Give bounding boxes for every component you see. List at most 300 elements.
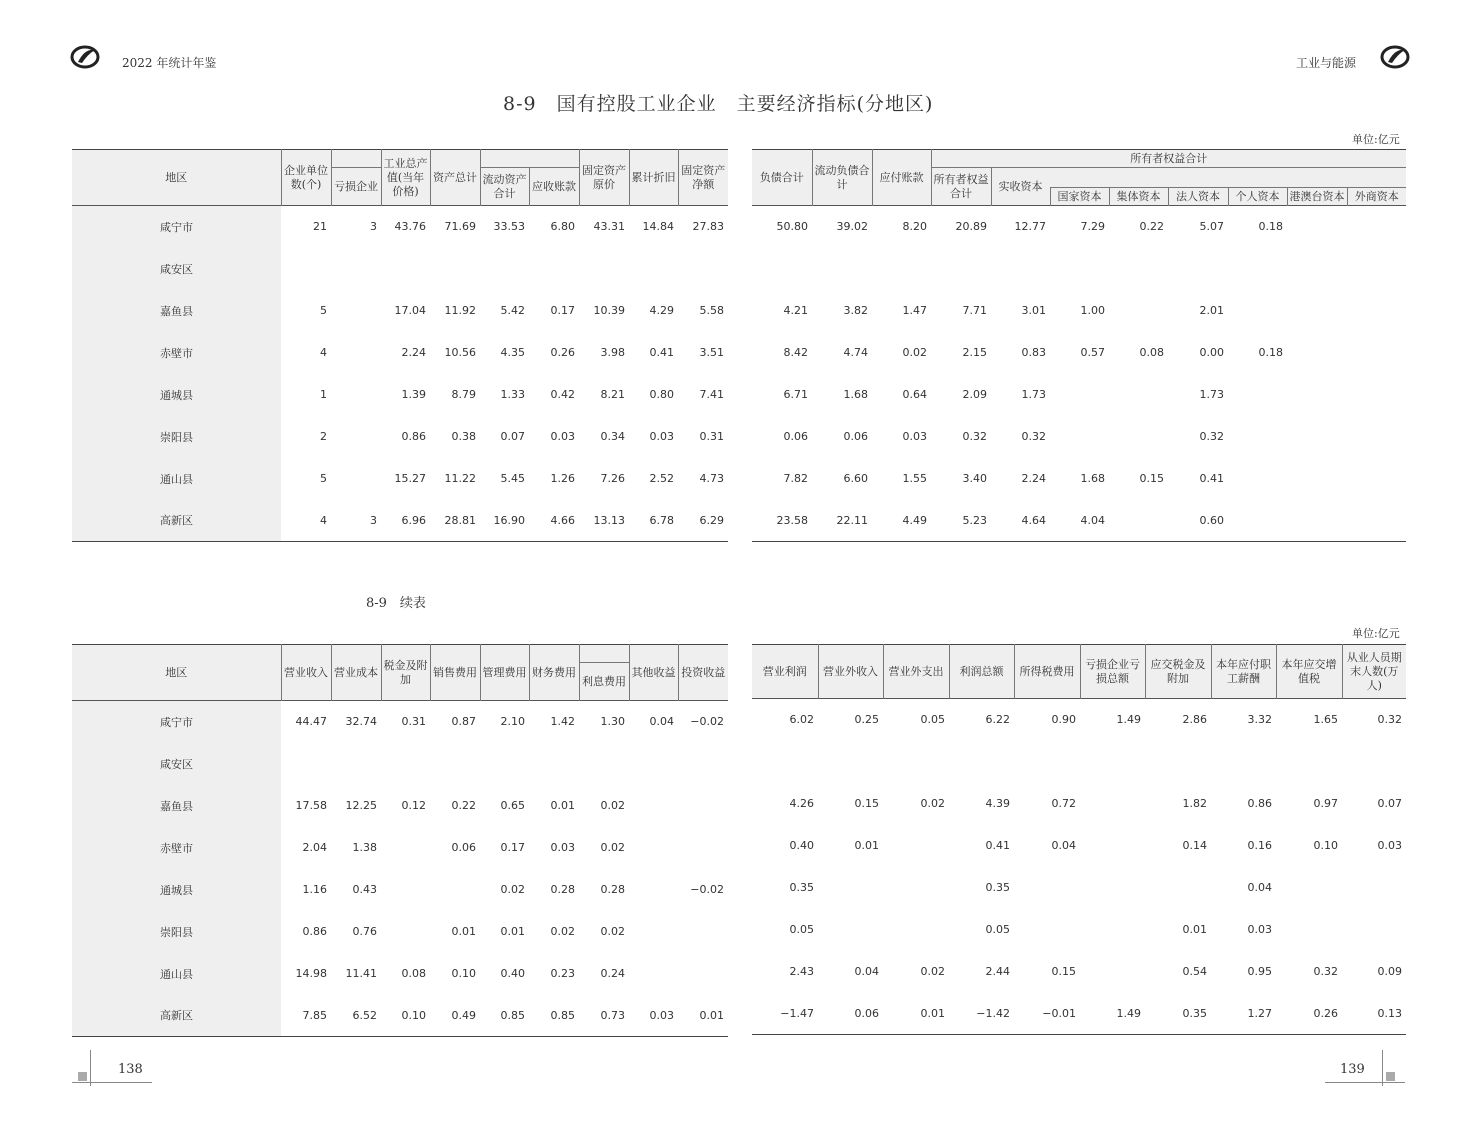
data-cell	[529, 743, 579, 785]
data-cell	[1287, 248, 1347, 290]
data-cell	[883, 909, 949, 951]
data-cell: 0.73	[600, 1008, 625, 1022]
data-cell	[1228, 290, 1287, 332]
region-name: 高新区	[72, 995, 281, 1037]
table-row	[752, 332, 1406, 374]
data-cell: 0.35	[789, 881, 814, 894]
region-name: 通城县	[72, 374, 281, 416]
header-yearbook-title: 2022 年统计年鉴	[122, 56, 217, 70]
data-cell	[430, 869, 480, 911]
data-cell: 3.40	[962, 472, 987, 485]
data-cell: 2.15	[962, 346, 987, 359]
data-cell: 8.79	[451, 388, 476, 401]
data-cell: 0.12	[401, 799, 426, 812]
data-cell: 28.81	[444, 513, 476, 527]
data-cell: 0.03	[550, 430, 575, 443]
col-mgmt: 管理费用	[480, 645, 529, 701]
data-cell: 39.02	[836, 220, 868, 234]
data-cell: 17.04	[394, 304, 426, 317]
data-cell	[381, 911, 430, 953]
data-cell: 0.26	[1313, 1006, 1338, 1020]
data-cell	[529, 248, 579, 290]
data-cell: 0.86	[401, 430, 426, 443]
data-cell: 0.32	[1313, 965, 1338, 978]
data-cell: 0.01	[699, 1008, 724, 1022]
data-cell: 0.10	[451, 967, 476, 980]
col-region: 地区	[165, 170, 188, 184]
data-cell: 0.08	[1139, 346, 1164, 359]
data-cell	[1347, 458, 1406, 500]
data-cell	[1276, 741, 1342, 783]
table-row	[72, 206, 728, 248]
data-cell	[381, 869, 430, 911]
col-equity: 所有者权益合计	[931, 168, 991, 206]
col-current: 流动资产合计	[480, 168, 529, 206]
data-cell	[1080, 951, 1145, 993]
col-paid-in: 实收资本	[991, 168, 1050, 206]
table-row	[72, 995, 728, 1037]
data-cell: 1.47	[902, 304, 927, 317]
data-cell: 33.53	[493, 220, 525, 234]
data-cell: 5.07	[1199, 220, 1224, 234]
data-cell	[1168, 248, 1228, 290]
data-cell: 0.80	[649, 388, 674, 401]
data-cell: 5.58	[699, 304, 724, 317]
data-cell: 4	[320, 513, 327, 527]
table-cont-right	[752, 644, 1406, 1035]
data-cell: 1.39	[401, 388, 426, 401]
table-row	[72, 416, 728, 458]
data-cell	[629, 911, 678, 953]
data-cell: 1.33	[500, 388, 525, 401]
data-cell	[949, 741, 1014, 783]
data-cell: 1.68	[843, 388, 868, 401]
data-cell: 4	[320, 346, 327, 359]
data-cell: 1.68	[1080, 472, 1105, 485]
col-legal: 法人资本	[1168, 188, 1228, 206]
data-cell: 0.87	[451, 715, 476, 729]
region-name: 通山县	[72, 953, 281, 995]
data-cell: 0.23	[550, 967, 575, 980]
data-cell: 0.01	[854, 839, 879, 852]
data-cell	[1342, 867, 1406, 909]
data-cell: 2.43	[789, 965, 814, 978]
data-cell: 0.06	[451, 841, 476, 854]
data-cell	[331, 374, 381, 416]
data-cell	[1228, 248, 1287, 290]
data-cell: 2.09	[962, 388, 987, 401]
col-loss-total: 亏损企业亏损总额	[1080, 645, 1145, 699]
data-cell: 0.22	[1139, 220, 1164, 234]
data-cell: 0.09	[1377, 965, 1402, 978]
data-cell: 0.85	[550, 1008, 575, 1022]
data-cell	[1211, 741, 1276, 783]
data-cell: 4.26	[789, 797, 814, 810]
data-cell: 0.10	[401, 1008, 426, 1022]
data-cell: 0.04	[854, 965, 879, 978]
data-cell: 0.40	[500, 967, 525, 980]
data-cell: 0.03	[1247, 923, 1272, 936]
col-liabilities: 负债合计	[759, 170, 804, 184]
data-cell: 0.24	[600, 967, 625, 980]
data-cell: 0.03	[902, 430, 927, 443]
data-cell: 2.04	[302, 841, 327, 854]
region-name: 咸宁市	[72, 206, 281, 248]
data-cell: 0.03	[649, 430, 674, 443]
col-wages: 本年应付职工薪酬	[1211, 645, 1276, 699]
data-cell	[629, 785, 678, 827]
col-payable: 应付账款	[872, 150, 931, 206]
table-row	[752, 867, 1406, 909]
table-main-left	[72, 149, 728, 542]
data-cell: 0.05	[985, 923, 1010, 936]
data-cell	[1287, 332, 1347, 374]
col-collective: 集体资本	[1109, 188, 1168, 206]
data-cell: 3.01	[1021, 304, 1046, 317]
col-hkmt: 港澳台资本	[1287, 188, 1347, 206]
data-cell: 50.80	[776, 220, 808, 234]
data-cell: 6.52	[352, 1008, 377, 1022]
data-cell: 0.01	[550, 799, 575, 812]
data-cell: 0.41	[649, 346, 674, 359]
data-cell: 0.15	[1139, 472, 1164, 485]
data-cell: 2.10	[500, 715, 525, 729]
data-cell: 0.01	[920, 1006, 945, 1020]
page-number-right: 139	[1340, 1062, 1365, 1077]
data-cell	[1109, 290, 1168, 332]
data-cell: 0.97	[1313, 797, 1338, 810]
col-employees: 从业人员期末人数(万人)	[1342, 645, 1406, 699]
col-receivable: 应收账款	[529, 168, 579, 206]
data-cell: 5	[320, 304, 327, 317]
data-cell: 0.25	[854, 713, 879, 727]
data-cell: 0.04	[649, 715, 674, 729]
col-enterprises: 企业单位数(个)	[281, 150, 331, 206]
data-cell: 0.32	[1199, 430, 1224, 443]
data-cell: 17.58	[295, 799, 327, 812]
data-cell	[629, 953, 678, 995]
data-cell	[678, 953, 728, 995]
data-cell	[1347, 332, 1406, 374]
data-cell: 6.71	[783, 388, 808, 401]
data-cell: 0.38	[451, 430, 476, 443]
data-cell: 23.58	[776, 513, 808, 527]
data-cell: 32.74	[345, 715, 377, 729]
data-cell: 2.52	[649, 472, 674, 485]
data-cell: 3.82	[843, 304, 868, 317]
data-cell: 0.15	[854, 797, 879, 810]
data-cell: 2.24	[401, 346, 426, 359]
data-cell: 0.10	[1313, 839, 1338, 852]
data-cell	[331, 416, 381, 458]
data-cell: 3	[370, 513, 377, 527]
region-name: 赤壁市	[72, 332, 281, 374]
data-cell	[629, 869, 678, 911]
data-cell: 4.21	[783, 304, 808, 317]
data-cell: 1.82	[1182, 797, 1207, 810]
footer-rule-right	[1325, 1082, 1405, 1083]
data-cell: 15.27	[394, 472, 426, 485]
table-main-right	[752, 149, 1406, 542]
data-cell	[752, 248, 812, 290]
data-cell: 0.06	[843, 430, 868, 443]
data-cell: 1.00	[1080, 304, 1105, 317]
region-name: 高新区	[72, 500, 281, 542]
data-cell	[752, 741, 818, 783]
data-cell	[430, 743, 480, 785]
table-row	[752, 909, 1406, 951]
data-cell: 1.55	[902, 472, 927, 485]
data-cell: 4.49	[902, 513, 927, 527]
data-cell	[1145, 867, 1211, 909]
data-cell: 5.45	[500, 472, 525, 485]
data-cell	[1109, 374, 1168, 416]
col-non-op-in: 营业外收入	[818, 645, 883, 699]
data-cell: 1.26	[550, 472, 575, 485]
data-cell: 0.05	[789, 923, 814, 936]
data-cell	[1347, 374, 1406, 416]
region-name: 咸安区	[72, 248, 281, 290]
table-row	[72, 701, 728, 743]
data-cell: 0.76	[352, 925, 377, 938]
data-cell	[1014, 741, 1080, 783]
data-cell: 0.08	[401, 967, 426, 980]
data-cell: 5.23	[962, 513, 987, 527]
data-cell	[818, 867, 883, 909]
data-cell: 3.51	[699, 346, 724, 359]
col-fixed-net: 固定资产净额	[678, 150, 728, 206]
col-personal: 个人资本	[1228, 188, 1287, 206]
data-cell: 16.90	[493, 513, 525, 527]
data-cell	[331, 332, 381, 374]
region-name: 赤壁市	[72, 827, 281, 869]
data-cell: 43.31	[593, 220, 625, 234]
data-cell: 0.49	[451, 1008, 476, 1022]
table-row	[72, 500, 728, 542]
data-cell	[629, 248, 678, 290]
col-non-op-out: 营业外支出	[883, 645, 949, 699]
data-cell: 1.73	[1021, 388, 1046, 401]
data-cell	[678, 743, 728, 785]
data-cell: 0.83	[1021, 346, 1046, 359]
data-cell: 6.60	[843, 472, 868, 485]
data-cell	[812, 248, 872, 290]
data-cell: 6.02	[789, 713, 814, 727]
data-cell	[1080, 783, 1145, 825]
data-cell: 0.16	[1247, 839, 1272, 852]
data-cell: 7.71	[962, 304, 987, 317]
table-row	[752, 825, 1406, 867]
table-row	[72, 911, 728, 953]
data-cell: 0.05	[920, 713, 945, 727]
data-cell: 1.42	[550, 715, 575, 729]
data-cell: 6.29	[699, 513, 724, 527]
table-row	[72, 332, 728, 374]
data-cell: 0.01	[1182, 923, 1207, 936]
data-cell: 0.07	[500, 430, 525, 443]
data-cell: 0.07	[1377, 797, 1402, 810]
data-cell: −1.47	[780, 1006, 814, 1020]
data-cell: 0.34	[600, 430, 625, 443]
data-cell	[1342, 741, 1406, 783]
data-cell	[1050, 248, 1109, 290]
data-cell	[1145, 741, 1211, 783]
data-cell: 0.28	[550, 883, 575, 896]
table-cont-left	[72, 644, 728, 1037]
data-cell: 0.26	[550, 346, 575, 359]
data-cell: 7.82	[783, 472, 808, 485]
data-cell: 0.95	[1247, 965, 1272, 978]
data-cell	[1287, 290, 1347, 332]
data-cell: 0.04	[1051, 839, 1076, 852]
data-cell: 8.20	[902, 220, 927, 234]
data-cell: 0.02	[600, 925, 625, 938]
data-cell: 0.32	[962, 430, 987, 443]
data-cell: 0.14	[1182, 839, 1207, 852]
data-cell: 0.03	[550, 841, 575, 854]
col-current-liab: 流动负债合计	[812, 150, 872, 206]
data-cell	[1109, 248, 1168, 290]
data-cell: −0.02	[690, 883, 724, 896]
data-cell	[331, 290, 381, 332]
data-cell: 2.86	[1182, 713, 1207, 727]
data-cell	[1080, 825, 1145, 867]
footer-divider-right	[1382, 1050, 1383, 1086]
region-name: 通城县	[72, 869, 281, 911]
data-cell: 3.32	[1247, 713, 1272, 727]
data-cell: 4.35	[500, 346, 525, 359]
table-row	[752, 248, 1406, 290]
col-total-profit: 利润总额	[949, 645, 1014, 699]
data-cell	[1287, 206, 1347, 248]
data-cell	[1228, 416, 1287, 458]
data-cell: 8.21	[600, 388, 625, 401]
data-cell: 0.31	[699, 430, 724, 443]
data-cell: 1.73	[1199, 388, 1224, 401]
data-cell	[1347, 500, 1406, 542]
data-cell	[629, 827, 678, 869]
data-cell	[1109, 416, 1168, 458]
data-cell	[1287, 458, 1347, 500]
data-cell: 43.76	[394, 220, 426, 234]
table-row	[72, 869, 728, 911]
table-row	[72, 248, 728, 290]
data-cell: 0.86	[1247, 797, 1272, 810]
region-name: 崇阳县	[72, 911, 281, 953]
region-name: 咸宁市	[72, 701, 281, 743]
data-cell: 0.60	[1199, 513, 1224, 527]
data-cell	[1080, 741, 1145, 783]
table-row	[752, 741, 1406, 783]
data-cell	[1080, 867, 1145, 909]
data-cell	[331, 248, 381, 290]
data-cell: 7.85	[302, 1008, 327, 1022]
data-cell	[430, 248, 480, 290]
data-cell: 1.30	[600, 715, 625, 729]
data-cell: 2.24	[1021, 472, 1046, 485]
data-cell	[1276, 867, 1342, 909]
data-cell: 11.41	[345, 967, 377, 980]
data-cell	[1347, 248, 1406, 290]
data-cell: 0.17	[500, 841, 525, 854]
data-cell: 11.92	[444, 304, 476, 317]
table-row	[752, 500, 1406, 542]
data-cell: −0.01	[1042, 1006, 1076, 1020]
data-cell: 0.32	[1377, 713, 1402, 727]
data-cell: 3	[370, 220, 377, 234]
data-cell	[579, 248, 629, 290]
table-row	[72, 290, 728, 332]
col-region-2: 地区	[165, 665, 188, 679]
data-cell	[1276, 909, 1342, 951]
data-cell: 0.28	[600, 883, 625, 896]
data-cell: 0.02	[920, 965, 945, 978]
footer-rule-left	[72, 1082, 152, 1083]
data-cell: 0.57	[1080, 346, 1105, 359]
data-cell: 0.85	[500, 1008, 525, 1022]
data-cell: 0.41	[1199, 472, 1224, 485]
unit-label: 单位:亿元	[1352, 133, 1400, 146]
data-cell	[281, 743, 331, 785]
col-loss: 亏损企业	[331, 168, 381, 206]
table-row	[72, 458, 728, 500]
table-title: 8-9 国有控股工业企业 主要经济指标(分地区)	[503, 93, 934, 115]
region-name: 崇阳县	[72, 416, 281, 458]
data-cell	[931, 248, 991, 290]
table-row	[752, 783, 1406, 825]
data-cell	[480, 248, 529, 290]
data-cell: 6.22	[985, 713, 1010, 727]
table-row	[752, 458, 1406, 500]
data-cell	[678, 827, 728, 869]
data-cell: 0.00	[1199, 346, 1224, 359]
data-cell: 0.40	[789, 839, 814, 852]
data-cell: 0.18	[1258, 220, 1283, 234]
data-cell	[1080, 909, 1145, 951]
data-cell	[1287, 416, 1347, 458]
data-cell: 8.42	[783, 346, 808, 359]
data-cell	[381, 248, 430, 290]
data-cell: 0.02	[902, 346, 927, 359]
data-cell	[1014, 909, 1080, 951]
data-cell	[629, 743, 678, 785]
data-cell: 7.29	[1080, 220, 1105, 234]
col-tax-payable: 应交税金及附加	[1145, 645, 1211, 699]
table-row	[752, 416, 1406, 458]
col-fin: 财务费用	[529, 645, 579, 701]
col-income-tax: 所得税费用	[1014, 645, 1080, 699]
data-cell: 7.41	[699, 388, 724, 401]
data-cell	[678, 785, 728, 827]
col-cost: 营业成本	[331, 645, 381, 701]
yearbook-logo-left	[70, 44, 100, 70]
yearbook-logo-right	[1380, 44, 1410, 70]
table-row	[752, 206, 1406, 248]
data-cell: 0.86	[302, 925, 327, 938]
data-cell: 0.02	[600, 841, 625, 854]
data-cell: 0.65	[500, 799, 525, 812]
data-cell: 0.32	[1021, 430, 1046, 443]
data-cell: 0.03	[649, 1008, 674, 1022]
table-row	[72, 785, 728, 827]
data-cell: 6.96	[401, 513, 426, 527]
data-cell: 0.72	[1051, 797, 1076, 810]
data-cell	[991, 248, 1050, 290]
footer-marker-left	[78, 1072, 87, 1081]
data-cell: 7.26	[600, 472, 625, 485]
data-cell: 3.98	[600, 346, 625, 359]
continued-title: 8-9 续表	[366, 596, 426, 611]
